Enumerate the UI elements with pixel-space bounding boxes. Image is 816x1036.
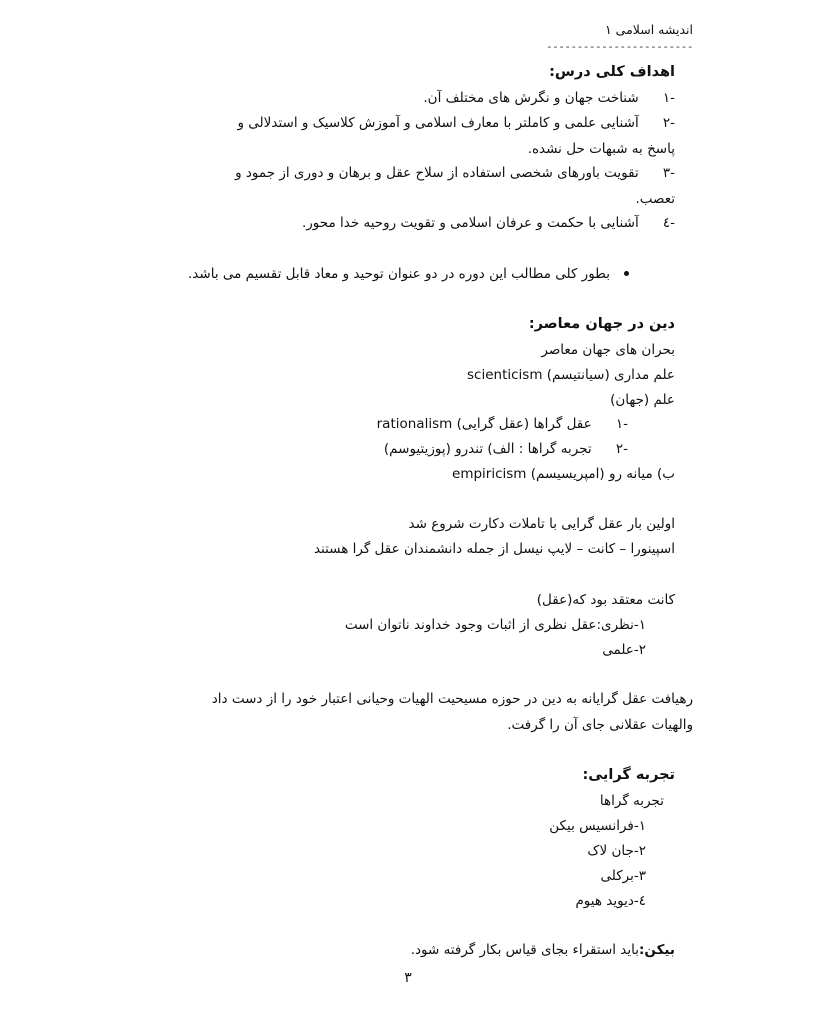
item-number: -۳ (662, 165, 675, 181)
line-scientism: علم مداری (سیانتیسم) scienticism (467, 367, 675, 383)
item-text: آشنایی علمی و کاملتر با معارف اسلامی و آموزش کلاسیک و استدلالی و (237, 115, 639, 131)
item-number: -۱ (615, 416, 628, 432)
line-rationalists: اسپینورا – کانت – لایپ نیسل از جمله دانشمندان عقل گرا هستند (313, 541, 675, 557)
list-item-berkeley: ٣-برکلی (600, 868, 646, 884)
bullet-summary: بطور کلی مطالب این دوره در دو عنوان توحید و معاد قابل تقسیم می باشد. (188, 266, 610, 282)
list-item-empiricists (384, 440, 628, 458)
line-crises: بحران های جهان معاصر (541, 342, 675, 358)
objective-item-4 (302, 214, 675, 232)
objective-item-2-continued: پاسخ به شبهات حل نشده. (527, 141, 675, 157)
bullet-icon (624, 271, 629, 276)
line-theoretical: ١-نظری:عقل نظری از اثبات وجود خداوند ناتوان است (344, 617, 646, 633)
running-header: اندیشه اسلامی ۱ (604, 22, 693, 37)
line-empiricists: تجربه گراها (599, 793, 664, 809)
header-rule: ------------------------ (546, 40, 693, 53)
item-text: شناخت جهان و نگرش های مختلف آن. (423, 90, 639, 106)
paragraph-line-1: رهیافت عقل گرایانه به دین در حوزه مسیحیت الهیات وحیانی اعتبار خود را از دست داد (211, 691, 693, 707)
list-item-bacon: ١-فرانسیس بیکن (549, 818, 646, 834)
line-kant: کانت معتقد بود که(عقل) (536, 592, 675, 608)
objective-item-3-continued: تعصب. (635, 191, 675, 207)
list-item-hume: ٤-دیوید هیوم (575, 893, 646, 909)
line-practical: ٢-علمی (602, 642, 646, 658)
section-heading-objectives: اهداف کلی درس: (549, 64, 675, 80)
item-text: عقل گراها (عقل گرایی) rationalism (376, 416, 592, 432)
term-label: بیکن: (639, 942, 675, 958)
item-number: -۱ (662, 90, 675, 106)
line-bacon-induction (411, 941, 675, 959)
list-item-locke: ٢-جان لاک (587, 843, 646, 859)
item-number: -۲ (662, 115, 675, 131)
item-text: تجربه گراها : الف) تندرو (پوزیتیوسم) (383, 441, 592, 457)
objective-item-3 (123, 164, 675, 182)
line-science: علم (جهان) (610, 392, 675, 408)
item-number: -٤ (662, 215, 675, 231)
page-number: ٣ (404, 970, 412, 986)
list-item-rationalism (377, 415, 628, 433)
item-number: -۲ (615, 441, 628, 457)
item-text: آشنایی با حکمت و عرفان اسلامی و تقویت روحیه خدا محور. (301, 215, 639, 231)
objective-item-1 (423, 89, 675, 107)
item-text: تقویت باورهای شخصی استفاده از سلاح عقل و برهان و دوری از جمود و (235, 165, 639, 181)
section-heading-empiricism: تجربه گرایی: (582, 767, 675, 783)
paragraph-line-2: والهیات عقلانی جای آن را گرفت. (507, 717, 693, 733)
objective-item-2 (123, 114, 675, 132)
section-heading-religion: دین در جهان معاصر: (528, 316, 675, 332)
line-moderate: ب) میانه رو (امپریسیسم) empiricism (452, 466, 675, 482)
line-descartes: اولین بار عقل گرایی با تاملات دکارت شروع شد (408, 516, 675, 532)
term-text: باید استقراء بجای قیاس بکار گرفته شود. (410, 942, 640, 958)
